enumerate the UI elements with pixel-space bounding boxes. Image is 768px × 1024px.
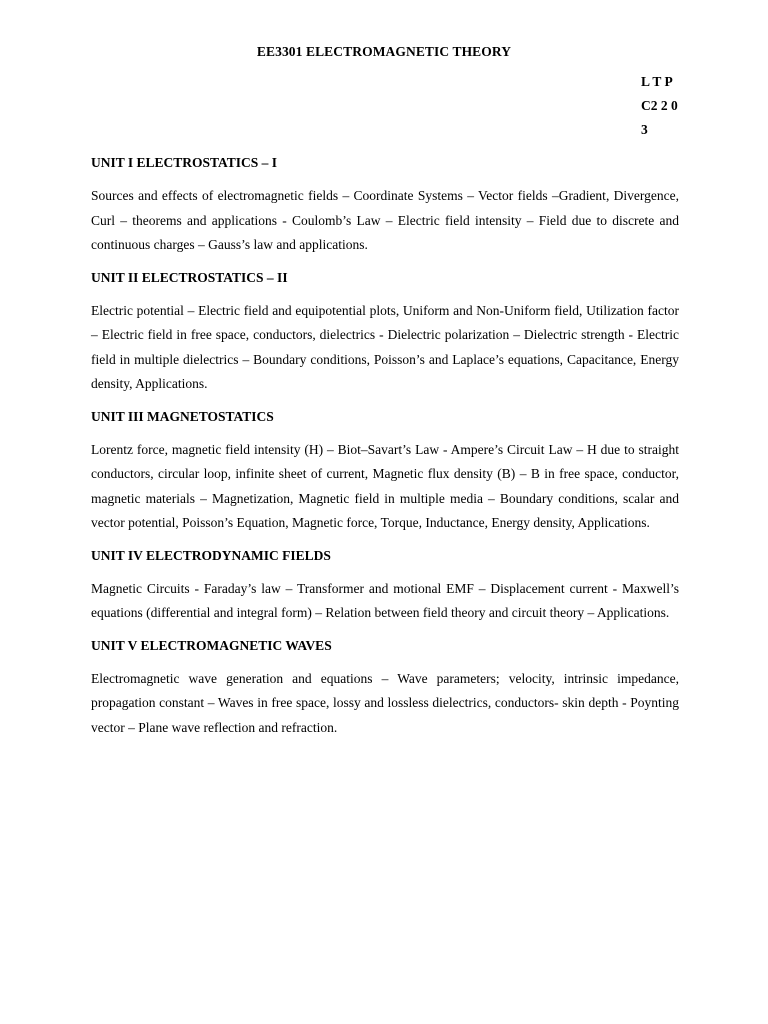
unit-3-heading: UNIT III MAGNETOSTATICS — [91, 408, 274, 424]
unit-4-section — [91, 547, 679, 626]
ltp-credit: 3 — [641, 122, 648, 137]
unit-2-body: Electric potential – Electric field and equipotential plots, Uniform and Non-Uniform field, Utilization factor – Electric field in free space, conductors, dielectrics - Dielectric polarization – Dielectric strength - Electric field in multiple dielectrics – Boundary conditions, Poisson’s and Laplace’s equations, Capacitance, Energy density, Applications. — [91, 302, 679, 391]
ltp-header: L T P — [641, 74, 673, 89]
unit-5-heading: UNIT V ELECTROMAGNETIC WAVES — [91, 637, 332, 653]
unit-5-body: Electromagnetic wave generation and equations – Wave parameters; velocity, intrinsic impedance, propagation constant – Waves in free space, lossy and lossless dielectrics, conductors- skin depth - Poynting vector – Plane wave reflection and refraction. — [91, 670, 679, 735]
unit-1-heading: UNIT I ELECTROSTATICS – I — [91, 155, 278, 170]
ltp-credits — [641, 70, 678, 142]
unit-1-section — [91, 154, 679, 258]
unit-4-body: Magnetic Circuits - Faraday’s law – Transformer and motional EMF – Displacement current - Maxwell’s equations (differential and integral form) – Relation between field theory and circuit theory – Applications. — [91, 580, 679, 620]
unit-3-section — [91, 408, 679, 536]
unit-2-section — [91, 269, 679, 397]
unit-3-body: Lorentz force, magnetic field intensity (H) – Biot–Savart’s Law - Ampere’s Circuit Law – H due to straight conductors, circular loop, infinite sheet of current, Magnetic flux density (B) – B in free space, conductor, magnetic materials – Magnetization, Magnetic field in multiple media – Boundary conditions, scalar and vector potential, Poisson’s Equation, Magnetic force, Torque, Inductance, Energy density, Applications. — [91, 441, 679, 530]
unit-5-section — [91, 637, 679, 741]
ltp-values: C2 2 0 — [641, 98, 678, 113]
document-title: EE3301 ELECTROMAGNETIC THEORY — [256, 44, 512, 59]
unit-1-body: Sources and effects of electromagnetic fields – Coordinate Systems – Vector fields –Gradient, Divergence, Curl – theorems and applications - Coulomb’s Law – Electric field intensity – Field due to discrete and continuous charges – Gauss’s law and applications. — [91, 188, 679, 252]
unit-4-heading: UNIT IV ELECTRODYNAMIC FIELDS — [91, 547, 331, 563]
unit-2-heading: UNIT II ELECTROSTATICS – II — [91, 269, 288, 285]
syllabus-content — [91, 154, 679, 751]
